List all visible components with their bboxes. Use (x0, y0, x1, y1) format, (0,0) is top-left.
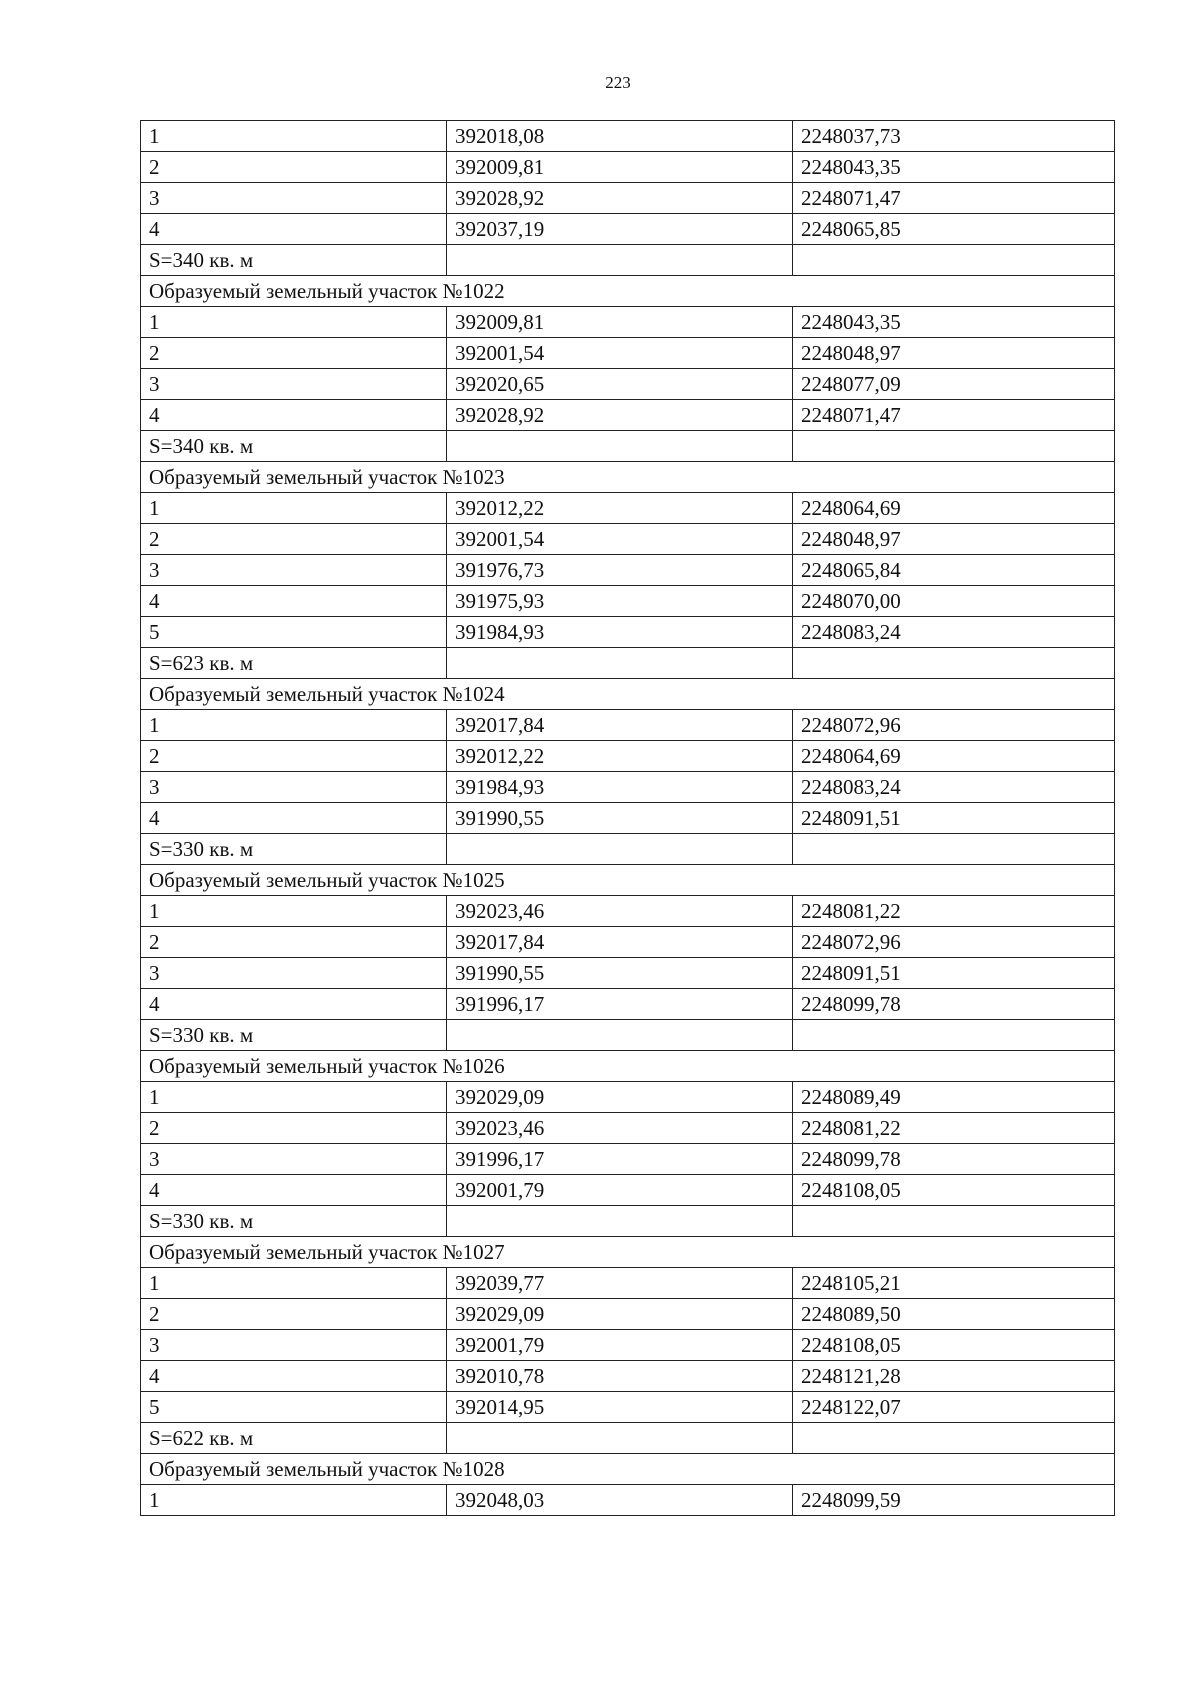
y-coordinate-cell: 2248048,97 (793, 524, 1115, 555)
coordinate-row (141, 586, 1115, 617)
coordinates-table-body (141, 121, 1115, 1516)
area-row (141, 245, 1115, 276)
coordinate-row (141, 1082, 1115, 1113)
x-coordinate-cell: 392028,92 (447, 183, 793, 214)
coordinate-row (141, 524, 1115, 555)
coordinate-row (141, 307, 1115, 338)
x-coordinate-cell: 392029,09 (447, 1082, 793, 1113)
x-coordinate-cell: 392048,03 (447, 1485, 793, 1516)
x-coordinate-cell: 392010,78 (447, 1361, 793, 1392)
empty-cell (793, 1423, 1115, 1454)
x-coordinate-cell: 392012,22 (447, 741, 793, 772)
parcel-heading-row (141, 1051, 1115, 1082)
x-coordinate-cell: 392001,79 (447, 1330, 793, 1361)
area-row (141, 431, 1115, 462)
point-number-cell: 5 (141, 1392, 447, 1423)
area-row (141, 834, 1115, 865)
parcel-heading-row (141, 1237, 1115, 1268)
empty-cell (793, 245, 1115, 276)
point-number-cell: 1 (141, 1485, 447, 1516)
point-number-cell: 4 (141, 400, 447, 431)
x-coordinate-cell: 392009,81 (447, 307, 793, 338)
x-coordinate-cell: 392009,81 (447, 152, 793, 183)
parcel-heading: Образуемый земельный участок №1022 (141, 276, 1115, 307)
empty-cell (447, 1423, 793, 1454)
empty-cell (793, 648, 1115, 679)
y-coordinate-cell: 2248077,09 (793, 369, 1115, 400)
point-number-cell: 3 (141, 183, 447, 214)
y-coordinate-cell: 2248108,05 (793, 1330, 1115, 1361)
y-coordinate-cell: 2248071,47 (793, 400, 1115, 431)
point-number-cell: 3 (141, 369, 447, 400)
x-coordinate-cell: 392020,65 (447, 369, 793, 400)
area-row (141, 648, 1115, 679)
point-number-cell: 3 (141, 1330, 447, 1361)
coordinate-row (141, 121, 1115, 152)
x-coordinate-cell: 391996,17 (447, 1144, 793, 1175)
area-cell: S=340 кв. м (141, 245, 447, 276)
y-coordinate-cell: 2248089,50 (793, 1299, 1115, 1330)
x-coordinate-cell: 392037,19 (447, 214, 793, 245)
point-number-cell: 1 (141, 121, 447, 152)
empty-cell (793, 834, 1115, 865)
point-number-cell: 1 (141, 896, 447, 927)
y-coordinate-cell: 2248072,96 (793, 927, 1115, 958)
empty-cell (447, 1020, 793, 1051)
coordinate-row (141, 896, 1115, 927)
y-coordinate-cell: 2248043,35 (793, 307, 1115, 338)
coordinate-row (141, 493, 1115, 524)
coordinate-row (141, 710, 1115, 741)
coordinate-row (141, 741, 1115, 772)
x-coordinate-cell: 391990,55 (447, 803, 793, 834)
point-number-cell: 3 (141, 555, 447, 586)
coordinate-row (141, 338, 1115, 369)
coordinate-row (141, 1392, 1115, 1423)
area-cell: S=622 кв. м (141, 1423, 447, 1454)
x-coordinate-cell: 391990,55 (447, 958, 793, 989)
empty-cell (447, 834, 793, 865)
empty-cell (447, 648, 793, 679)
coordinate-row (141, 214, 1115, 245)
empty-cell (793, 1206, 1115, 1237)
y-coordinate-cell: 2248065,85 (793, 214, 1115, 245)
parcel-heading: Образуемый земельный участок №1027 (141, 1237, 1115, 1268)
area-cell: S=330 кв. м (141, 1020, 447, 1051)
y-coordinate-cell: 2248099,78 (793, 989, 1115, 1020)
x-coordinate-cell: 392023,46 (447, 1113, 793, 1144)
coordinate-row (141, 617, 1115, 648)
y-coordinate-cell: 2248099,78 (793, 1144, 1115, 1175)
point-number-cell: 1 (141, 307, 447, 338)
parcel-heading: Образуемый земельный участок №1025 (141, 865, 1115, 896)
y-coordinate-cell: 2248091,51 (793, 803, 1115, 834)
point-number-cell: 1 (141, 710, 447, 741)
parcel-heading: Образуемый земельный участок №1028 (141, 1454, 1115, 1485)
y-coordinate-cell: 2248048,97 (793, 338, 1115, 369)
point-number-cell: 4 (141, 1361, 447, 1392)
coordinate-row (141, 183, 1115, 214)
x-coordinate-cell: 392017,84 (447, 710, 793, 741)
x-coordinate-cell: 392039,77 (447, 1268, 793, 1299)
y-coordinate-cell: 2248037,73 (793, 121, 1115, 152)
y-coordinate-cell: 2248083,24 (793, 617, 1115, 648)
x-coordinate-cell: 392023,46 (447, 896, 793, 927)
point-number-cell: 1 (141, 493, 447, 524)
y-coordinate-cell: 2248083,24 (793, 772, 1115, 803)
coordinate-row (141, 927, 1115, 958)
x-coordinate-cell: 392001,79 (447, 1175, 793, 1206)
coordinate-row (141, 1144, 1115, 1175)
coordinate-row (141, 803, 1115, 834)
y-coordinate-cell: 2248122,07 (793, 1392, 1115, 1423)
y-coordinate-cell: 2248105,21 (793, 1268, 1115, 1299)
y-coordinate-cell: 2248089,49 (793, 1082, 1115, 1113)
coordinate-row (141, 1330, 1115, 1361)
area-cell: S=340 кв. м (141, 431, 447, 462)
coordinate-row (141, 1485, 1115, 1516)
coordinate-row (141, 369, 1115, 400)
area-row (141, 1020, 1115, 1051)
point-number-cell: 4 (141, 989, 447, 1020)
x-coordinate-cell: 392028,92 (447, 400, 793, 431)
point-number-cell: 1 (141, 1082, 447, 1113)
y-coordinate-cell: 2248064,69 (793, 493, 1115, 524)
point-number-cell: 2 (141, 338, 447, 369)
x-coordinate-cell: 391984,93 (447, 617, 793, 648)
point-number-cell: 2 (141, 1299, 447, 1330)
y-coordinate-cell: 2248043,35 (793, 152, 1115, 183)
x-coordinate-cell: 392017,84 (447, 927, 793, 958)
point-number-cell: 4 (141, 1175, 447, 1206)
x-coordinate-cell: 391976,73 (447, 555, 793, 586)
parcel-heading-row (141, 276, 1115, 307)
x-coordinate-cell: 391975,93 (447, 586, 793, 617)
y-coordinate-cell: 2248108,05 (793, 1175, 1115, 1206)
coordinate-row (141, 772, 1115, 803)
x-coordinate-cell: 392001,54 (447, 524, 793, 555)
point-number-cell: 2 (141, 741, 447, 772)
y-coordinate-cell: 2248091,51 (793, 958, 1115, 989)
x-coordinate-cell: 391996,17 (447, 989, 793, 1020)
coordinate-row (141, 555, 1115, 586)
point-number-cell: 4 (141, 803, 447, 834)
empty-cell (447, 245, 793, 276)
x-coordinate-cell: 392029,09 (447, 1299, 793, 1330)
y-coordinate-cell: 2248081,22 (793, 896, 1115, 927)
empty-cell (447, 431, 793, 462)
empty-cell (793, 431, 1115, 462)
point-number-cell: 3 (141, 958, 447, 989)
coordinate-row (141, 1268, 1115, 1299)
x-coordinate-cell: 391984,93 (447, 772, 793, 803)
point-number-cell: 2 (141, 927, 447, 958)
parcel-heading: Образуемый земельный участок №1024 (141, 679, 1115, 710)
coordinate-row (141, 1175, 1115, 1206)
y-coordinate-cell: 2248121,28 (793, 1361, 1115, 1392)
coordinate-row (141, 152, 1115, 183)
parcel-heading: Образуемый земельный участок №1023 (141, 462, 1115, 493)
y-coordinate-cell: 2248072,96 (793, 710, 1115, 741)
x-coordinate-cell: 392014,95 (447, 1392, 793, 1423)
area-cell: S=623 кв. м (141, 648, 447, 679)
empty-cell (447, 1206, 793, 1237)
parcel-heading: Образуемый земельный участок №1026 (141, 1051, 1115, 1082)
point-number-cell: 4 (141, 586, 447, 617)
point-number-cell: 2 (141, 152, 447, 183)
y-coordinate-cell: 2248081,22 (793, 1113, 1115, 1144)
x-coordinate-cell: 392012,22 (447, 493, 793, 524)
coordinate-row (141, 1299, 1115, 1330)
coordinate-row (141, 1361, 1115, 1392)
point-number-cell: 3 (141, 772, 447, 803)
y-coordinate-cell: 2248070,00 (793, 586, 1115, 617)
parcel-heading-row (141, 679, 1115, 710)
point-number-cell: 5 (141, 617, 447, 648)
area-cell: S=330 кв. м (141, 1206, 447, 1237)
y-coordinate-cell: 2248099,59 (793, 1485, 1115, 1516)
point-number-cell: 3 (141, 1144, 447, 1175)
point-number-cell: 2 (141, 524, 447, 555)
coordinate-row (141, 400, 1115, 431)
coordinates-table (140, 120, 1115, 1516)
y-coordinate-cell: 2248065,84 (793, 555, 1115, 586)
y-coordinate-cell: 2248064,69 (793, 741, 1115, 772)
empty-cell (793, 1020, 1115, 1051)
coordinate-row (141, 958, 1115, 989)
parcel-heading-row (141, 865, 1115, 896)
area-row (141, 1206, 1115, 1237)
parcel-heading-row (141, 1454, 1115, 1485)
coordinate-row (141, 1113, 1115, 1144)
y-coordinate-cell: 2248071,47 (793, 183, 1115, 214)
page-number: 223 (605, 73, 631, 92)
area-cell: S=330 кв. м (141, 834, 447, 865)
x-coordinate-cell: 392001,54 (447, 338, 793, 369)
point-number-cell: 2 (141, 1113, 447, 1144)
parcel-heading-row (141, 462, 1115, 493)
x-coordinate-cell: 392018,08 (447, 121, 793, 152)
area-row (141, 1423, 1115, 1454)
point-number-cell: 1 (141, 1268, 447, 1299)
coordinate-row (141, 989, 1115, 1020)
point-number-cell: 4 (141, 214, 447, 245)
